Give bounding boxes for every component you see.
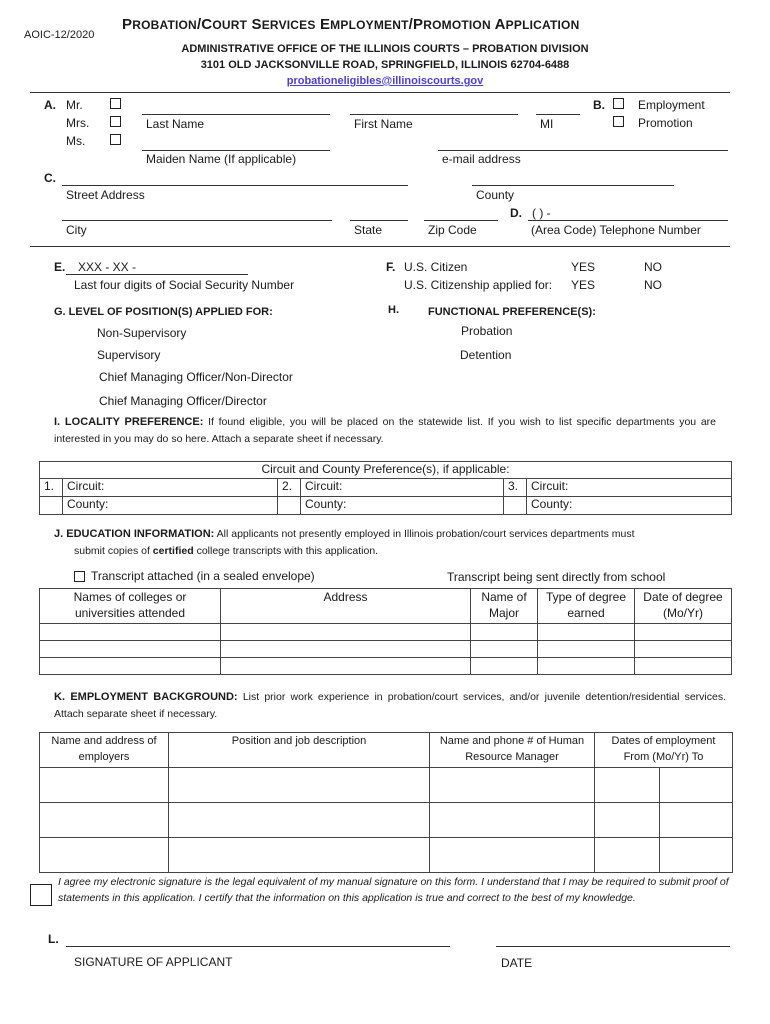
preference-detention[interactable]: Detention <box>460 348 512 362</box>
level-cmo-director[interactable]: Chief Managing Officer/Director <box>99 394 267 408</box>
pref-3-number-blank <box>504 497 527 515</box>
emp-cell[interactable] <box>169 768 430 803</box>
office-address: 3101 OLD JACKSONVILLE ROAD, SPRINGFIELD, ILLINOIS 62704-6488 <box>200 59 570 71</box>
edu-cell[interactable] <box>538 658 635 675</box>
pref-1-number: 1. <box>40 479 63 497</box>
ssn-field[interactable] <box>66 274 248 275</box>
level-non-supervisory[interactable]: Non-Supervisory <box>97 326 187 340</box>
level-cmo-non-director[interactable]: Chief Managing Officer/Non-Director <box>99 370 293 384</box>
pref-3-county[interactable]: County: <box>527 497 732 515</box>
state-field[interactable] <box>350 220 408 221</box>
emp-to-cell[interactable] <box>660 838 733 873</box>
edu-cell[interactable] <box>40 624 221 641</box>
emp-cell[interactable] <box>169 838 430 873</box>
applied-no-option[interactable]: NO <box>644 278 662 292</box>
pref-3-number: 3. <box>504 479 527 497</box>
citizen-yes-option[interactable]: YES <box>571 260 596 274</box>
section-h-heading: FUNCTIONAL PREFERENCE(S): <box>428 306 596 318</box>
edu-cell[interactable] <box>221 658 471 675</box>
locality-text: If found eligible, you will be placed on the statewide list. If you wish to list specific departments you are interested in you may do so here. Attach a separate sheet if necessary. <box>54 416 717 445</box>
edu-cell[interactable] <box>40 641 221 658</box>
employment-checkbox[interactable] <box>613 98 624 109</box>
employment-label: Employment <box>638 98 705 112</box>
emp-cell[interactable] <box>40 803 169 838</box>
street-address-label: Street Address <box>66 188 145 202</box>
promotion-checkbox[interactable] <box>613 116 624 127</box>
edu-cell[interactable] <box>221 641 471 658</box>
pref-2-county[interactable]: County: <box>301 497 504 515</box>
prefix-ms-checkbox[interactable] <box>110 134 121 145</box>
pref-1-circuit[interactable]: Circuit: <box>63 479 278 497</box>
section-d-letter: D. <box>510 206 522 220</box>
pref-1-number-blank <box>40 497 63 515</box>
section-k-heading: K. EMPLOYMENT BACKGROUND: <box>54 691 238 703</box>
education-table <box>39 588 732 675</box>
phone-field[interactable] <box>528 220 728 221</box>
pref-2-circuit[interactable]: Circuit: <box>301 479 504 497</box>
section-g-heading: G. LEVEL OF POSITION(S) APPLIED FOR: <box>54 306 273 318</box>
edu-cell[interactable] <box>40 658 221 675</box>
applied-yes-option[interactable]: YES <box>571 278 596 292</box>
edu-cell[interactable] <box>471 641 538 658</box>
emp-from-cell[interactable] <box>595 803 660 838</box>
contact-email-link[interactable]: probationeligibles@illinoiscourts.gov <box>286 75 484 87</box>
section-e-letter: E. <box>54 260 66 274</box>
education-text-certified: certified <box>152 545 194 557</box>
emp-cell[interactable] <box>430 838 595 873</box>
form-title-text: PROBATION/COURT SERVICES EMPLOYMENT/PROMOTION APPLICATION <box>122 16 580 33</box>
emp-col-employer: Name and address of employers <box>40 733 169 768</box>
agreement-checkbox[interactable] <box>30 884 52 906</box>
employment-text: List prior work experience in probation/court services, and/or juvenile detention/residential services. Attach separate sheet if necessary. <box>54 691 727 720</box>
agreement-text: I agree my electronic signature is the legal equivalent of my manual signature on this form. I understand that I may be required to submit proof of statements in this application. I certify that the information on this application is true and correct to the best of my knowledge. <box>58 876 729 904</box>
us-citizen-label: U.S. Citizen <box>404 260 468 274</box>
prefix-mrs-label: Mrs. <box>66 116 90 130</box>
edu-cell[interactable] <box>635 641 732 658</box>
signature-field[interactable] <box>66 946 450 947</box>
mi-label: MI <box>540 117 554 131</box>
pref-1-county[interactable]: County: <box>63 497 278 515</box>
edu-cell[interactable] <box>471 658 538 675</box>
phone-label: (Area Code) Telephone Number <box>531 223 701 237</box>
emp-cell[interactable] <box>40 768 169 803</box>
emp-to-cell[interactable] <box>660 803 733 838</box>
emp-col-hr-manager: Name and phone # of Human Resource Manager <box>430 733 595 768</box>
edu-col-degree-date: Date of degree (Mo/Yr) <box>635 589 732 624</box>
prefix-ms-label: Ms. <box>66 134 86 148</box>
form-title <box>122 16 579 33</box>
form-code: AOIC-12/2020 <box>24 29 95 41</box>
locality-table <box>39 461 732 515</box>
emp-to-cell[interactable] <box>660 768 733 803</box>
edu-col-degree-type: Type of degree earned <box>538 589 635 624</box>
edu-cell[interactable] <box>538 641 635 658</box>
prefix-mrs-checkbox[interactable] <box>110 116 121 127</box>
street-address-field[interactable] <box>62 185 408 186</box>
section-h-letter: H. <box>388 304 399 316</box>
county-field[interactable] <box>472 185 674 186</box>
header-divider <box>30 92 730 93</box>
edu-cell[interactable] <box>635 658 732 675</box>
pref-3-circuit[interactable]: Circuit: <box>527 479 732 497</box>
office-name: ADMINISTRATIVE OFFICE OF THE ILLINOIS COURTS – PROBATION DIVISION <box>181 43 589 55</box>
preference-probation[interactable]: Probation <box>461 324 513 338</box>
ssn-template: XXX - XX - <box>78 260 137 274</box>
state-label: State <box>354 223 383 237</box>
zip-field[interactable] <box>424 220 498 221</box>
level-supervisory[interactable]: Supervisory <box>97 348 161 362</box>
locality-paragraph <box>54 414 716 448</box>
education-text-b2: college transcripts with this application. <box>193 545 379 557</box>
transcript-sent-label: Transcript being sent directly from school <box>447 570 666 584</box>
transcript-attached-checkbox[interactable] <box>74 571 85 582</box>
maiden-name-field[interactable] <box>142 150 330 151</box>
section-j-heading: J. EDUCATION INFORMATION: <box>54 528 215 540</box>
education-line-1 <box>54 528 635 540</box>
edu-col-address: Address <box>221 589 471 624</box>
date-label: DATE <box>501 956 533 970</box>
emp-from-cell[interactable] <box>595 768 660 803</box>
ssn-label: Last four digits of Social Security Number <box>74 278 295 292</box>
emp-cell[interactable] <box>169 803 430 838</box>
edu-col-major: Name of Major <box>471 589 538 624</box>
transcript-attached-label: Transcript attached (in a sealed envelope) <box>91 569 315 583</box>
date-field[interactable] <box>496 946 730 947</box>
education-line-2 <box>74 545 378 557</box>
education-text-a: All applicants not presently employed in Illinois probation/court services departments must <box>216 528 635 540</box>
education-text-b1: submit copies of <box>74 545 153 557</box>
section-a-letter: A. <box>44 98 56 112</box>
employment-table <box>39 732 733 873</box>
locality-table-title: Circuit and County Preference(s), if applicable: <box>40 462 732 479</box>
emp-col-dates: Dates of employment From (Mo/Yr) To <box>595 733 733 768</box>
zip-label: Zip Code <box>428 223 477 237</box>
emp-col-position: Position and job description <box>169 733 430 768</box>
edu-cell[interactable] <box>635 624 732 641</box>
pref-2-number-blank <box>278 497 301 515</box>
section-c-letter: C. <box>44 171 56 185</box>
section-f-letter: F. <box>386 260 396 274</box>
phone-template: ( ) - <box>532 206 551 220</box>
email-field[interactable] <box>438 150 728 151</box>
section-l-letter: L. <box>48 932 59 946</box>
emp-cell[interactable] <box>40 838 169 873</box>
edu-cell[interactable] <box>221 624 471 641</box>
last-name-field[interactable] <box>142 114 330 115</box>
edu-cell[interactable] <box>471 624 538 641</box>
city-label: City <box>66 223 87 237</box>
promotion-label: Promotion <box>638 116 693 130</box>
signature-label: SIGNATURE OF APPLICANT <box>74 955 233 969</box>
email-label: e-mail address <box>442 152 521 166</box>
section-divider-1 <box>30 246 730 247</box>
first-name-field[interactable] <box>350 114 518 115</box>
employment-paragraph <box>54 689 726 723</box>
emp-cell[interactable] <box>430 803 595 838</box>
edu-col-college: Names of colleges or universities attended <box>40 589 221 624</box>
section-b-letter: B. <box>593 98 605 112</box>
county-label: County <box>476 188 515 202</box>
pref-2-number: 2. <box>278 479 301 497</box>
first-name-label: First Name <box>354 117 413 131</box>
edu-cell[interactable] <box>538 624 635 641</box>
emp-cell[interactable] <box>430 768 595 803</box>
citizenship-applied-label: U.S. Citizenship applied for: <box>404 278 553 292</box>
last-name-label: Last Name <box>146 117 205 131</box>
prefix-mr-label: Mr. <box>66 98 83 112</box>
maiden-name-label: Maiden Name (If applicable) <box>146 152 297 166</box>
emp-from-cell[interactable] <box>595 838 660 873</box>
section-i-heading: I. LOCALITY PREFERENCE: <box>54 416 204 428</box>
city-field[interactable] <box>62 220 332 221</box>
citizen-no-option[interactable]: NO <box>644 260 662 274</box>
mi-field[interactable] <box>536 114 580 115</box>
prefix-mr-checkbox[interactable] <box>110 98 121 109</box>
